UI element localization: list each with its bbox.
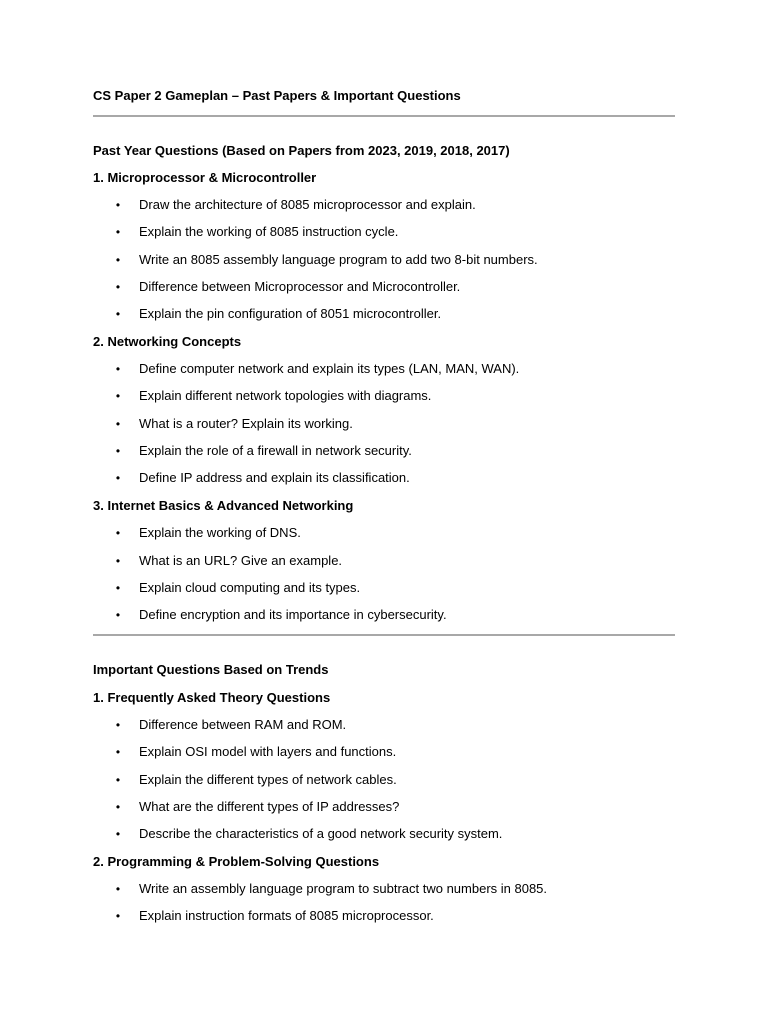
- bullet-icon: •: [115, 909, 121, 923]
- bullet-icon: •: [115, 882, 121, 896]
- section-heading-microprocessor: 1. Microprocessor & Microcontroller: [93, 170, 317, 185]
- bullet-icon: •: [115, 827, 121, 841]
- bullet-icon: •: [115, 608, 121, 622]
- bullet-icon: •: [115, 773, 121, 787]
- bullet-icon: •: [115, 280, 121, 294]
- divider: [93, 115, 675, 117]
- bullet-icon: •: [115, 526, 121, 540]
- bullet-icon: •: [115, 253, 121, 267]
- bullet-icon: •: [115, 444, 121, 458]
- bullet-icon: •: [115, 554, 121, 568]
- bullet-icon: •: [115, 389, 121, 403]
- bullet-icon: •: [115, 307, 121, 321]
- section-heading-programming: 2. Programming & Problem-Solving Questions: [93, 854, 380, 869]
- bullet-icon: •: [115, 581, 121, 595]
- document-title: CS Paper 2 Gameplan – Past Papers & Important Questions: [93, 88, 461, 103]
- bullet-icon: •: [115, 800, 121, 814]
- section-heading-internet: 3. Internet Basics & Advanced Networking: [93, 498, 354, 513]
- bullet-icon: •: [115, 471, 121, 485]
- past-questions-heading: Past Year Questions (Based on Papers from 2023, 2019, 2018, 2017): [93, 143, 510, 158]
- bullet-icon: •: [115, 362, 121, 376]
- bullet-icon: •: [115, 198, 121, 212]
- section-heading-networking: 2. Networking Concepts: [93, 334, 242, 349]
- bullet-icon: •: [115, 225, 121, 239]
- bullet-icon: •: [115, 745, 121, 759]
- bullet-icon: •: [115, 718, 121, 732]
- divider: [93, 634, 675, 636]
- important-questions-heading: Important Questions Based on Trends: [93, 662, 329, 677]
- bullet-icon: •: [115, 417, 121, 431]
- section-heading-theory: 1. Frequently Asked Theory Questions: [93, 690, 331, 705]
